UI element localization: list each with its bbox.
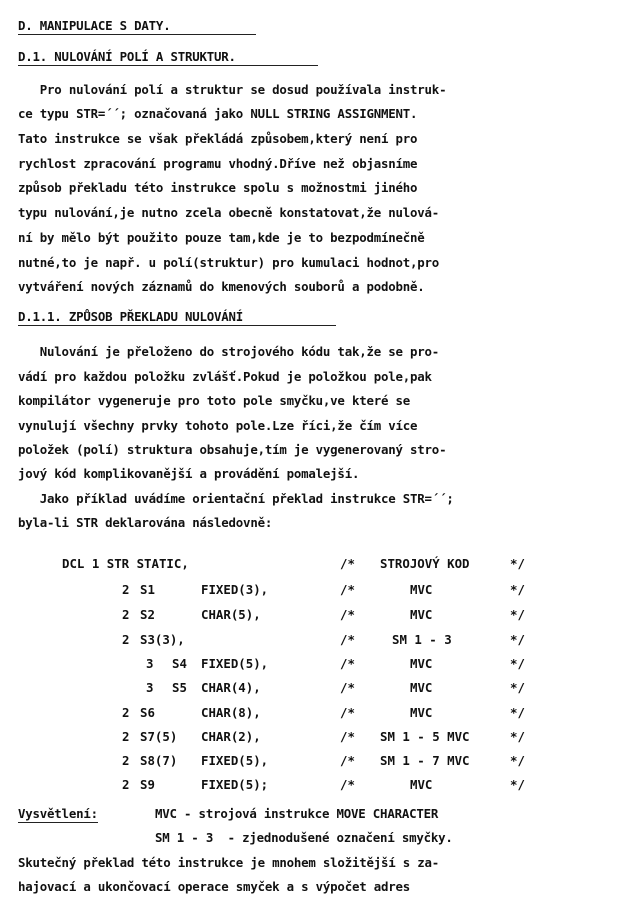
code-header-decl: DCL 1 STR STATIC,	[62, 556, 189, 571]
code-row-close: */	[510, 705, 525, 720]
code-row-lvl: 2	[122, 705, 130, 720]
code-row-open: /*	[340, 656, 355, 671]
heading-d11: D.1. NULOVÁNÍ POLÍ A STRUKTUR.	[18, 49, 318, 66]
code-row-attr: CHAR(4),	[201, 680, 261, 695]
code-row-lvl: 3	[146, 680, 154, 695]
para2-line-6: jový kód komplikovanější a provádění pomalejší.	[18, 466, 360, 481]
heading-main: D. MANIPULACE S DATY.	[18, 18, 256, 35]
para1-line-7: ní by mělo být použito pouze tam,kde je to bezpodmínečně	[18, 230, 425, 245]
para3-line-1: Skutečný překlad této instrukce je mnohem složitější s za-	[18, 855, 440, 870]
code-row-name: S3(3),	[140, 632, 185, 647]
code-row-attr: FIXED(3),	[201, 582, 269, 597]
para2-line-5: položek (polí) struktura obsahuje,tím je vygenerovaný stro-	[18, 442, 447, 457]
explanation-line-1: MVC - strojová instrukce MOVE CHARACTER	[155, 806, 439, 821]
code-row-close: */	[510, 607, 525, 622]
explanation-line-2: SM 1 - 3 - zjednodušené označení smyčky.	[155, 830, 453, 845]
code-row-attr: CHAR(5),	[201, 607, 261, 622]
code-row-code: MVC	[410, 582, 433, 597]
code-row-code: SM 1 - 3	[392, 632, 452, 647]
code-row-name: S1	[140, 582, 155, 597]
code-row-name: S7(5)	[140, 729, 178, 744]
code-row-close: */	[510, 680, 525, 695]
code-row-code: MVC	[410, 680, 433, 695]
code-row-lvl: 3	[146, 656, 154, 671]
code-row-code: SM 1 - 5 MVC	[380, 729, 470, 744]
code-row-name: S6	[140, 705, 155, 720]
code-row-lvl: 2	[122, 729, 130, 744]
para2-line-7: Jako příklad uvádíme orientační překlad instrukce STR=´´;	[18, 491, 454, 506]
code-row-code: MVC	[410, 656, 433, 671]
code-row-name: S4	[172, 656, 187, 671]
code-row-close: */	[510, 656, 525, 671]
code-row-code: SM 1 - 7 MVC	[380, 753, 470, 768]
para2-line-8: byla-li STR deklarována následovně:	[18, 515, 273, 530]
para1-line-4: rychlost zpracování programu vhodný.Dříve než objasníme	[18, 156, 418, 171]
para3-line-2: hajovací a ukončovací operace smyček a s výpočet adres	[18, 879, 411, 894]
code-row-name: S5	[172, 680, 187, 695]
code-row-lvl: 2	[122, 607, 130, 622]
code-row-open: /*	[340, 777, 355, 792]
code-row-open: /*	[340, 632, 355, 647]
para1-line-5: způsob překladu této instrukce spolu s možnostmi jiného	[18, 180, 418, 195]
code-row-close: */	[510, 632, 525, 647]
code-row-name: S8(7)	[140, 753, 178, 768]
code-row-open: /*	[340, 705, 355, 720]
code-row-close: */	[510, 777, 525, 792]
code-row-open: /*	[340, 753, 355, 768]
code-row-attr: FIXED(5);	[201, 777, 269, 792]
para2-line-2: vádí pro každou položku zvlášť.Pokud je položkou pole,pak	[18, 369, 432, 384]
heading-d111: D.1.1. ZPŮSOB PŘEKLADU NULOVÁNÍ	[18, 309, 336, 326]
code-row-close: */	[510, 753, 525, 768]
code-row-lvl: 2	[122, 777, 130, 792]
code-row-open: /*	[340, 680, 355, 695]
code-row-close: */	[510, 729, 525, 744]
code-row-close: */	[510, 582, 525, 597]
code-row-name: S9	[140, 777, 155, 792]
para1-line-6: typu nulování,je nutno zcela obecně konstatovat,že nulová-	[18, 205, 440, 220]
para1-line-3: Tato instrukce se však překládá způsobem,který není pro	[18, 131, 418, 146]
para1-line-8: nutné,to je např. u polí(struktur) pro kumulaci hodnot,pro	[18, 255, 440, 270]
para1-line-1: Pro nulování polí a struktur se dosud používala instruk-	[18, 82, 447, 97]
para1-line-2: ce typu STR=´´; označovaná jako NULL STRING ASSIGNMENT.	[18, 106, 418, 121]
code-row-lvl: 2	[122, 753, 130, 768]
code-header-close: */	[510, 556, 525, 571]
code-row-attr: FIXED(5),	[201, 656, 269, 671]
code-row-attr: FIXED(5),	[201, 753, 269, 768]
code-row-lvl: 2	[122, 582, 130, 597]
code-header-open: /*	[340, 556, 355, 571]
code-row-open: /*	[340, 729, 355, 744]
code-row-attr: CHAR(8),	[201, 705, 261, 720]
para1-line-9: vytváření nových záznamů do kmenových souborů a podobně.	[18, 279, 425, 294]
para2-line-4: vynulují všechny prvky tohoto pole.Lze říci,že čím více	[18, 418, 418, 433]
code-row-code: MVC	[410, 777, 433, 792]
para2-line-1: Nulování je přeloženo do strojového kódu tak,že se pro-	[18, 344, 440, 359]
para2-line-3: kompilátor vygeneruje pro toto pole smyčku,ve které se	[18, 393, 411, 408]
code-row-open: /*	[340, 607, 355, 622]
code-header-label: STROJOVÝ KOD	[380, 556, 470, 571]
explanation-label: Vysvětlení:	[18, 806, 98, 821]
code-row-attr: CHAR(2),	[201, 729, 261, 744]
code-row-code: MVC	[410, 705, 433, 720]
code-row-open: /*	[340, 582, 355, 597]
code-row-name: S2	[140, 607, 155, 622]
code-row-lvl: 2	[122, 632, 130, 647]
code-row-code: MVC	[410, 607, 433, 622]
